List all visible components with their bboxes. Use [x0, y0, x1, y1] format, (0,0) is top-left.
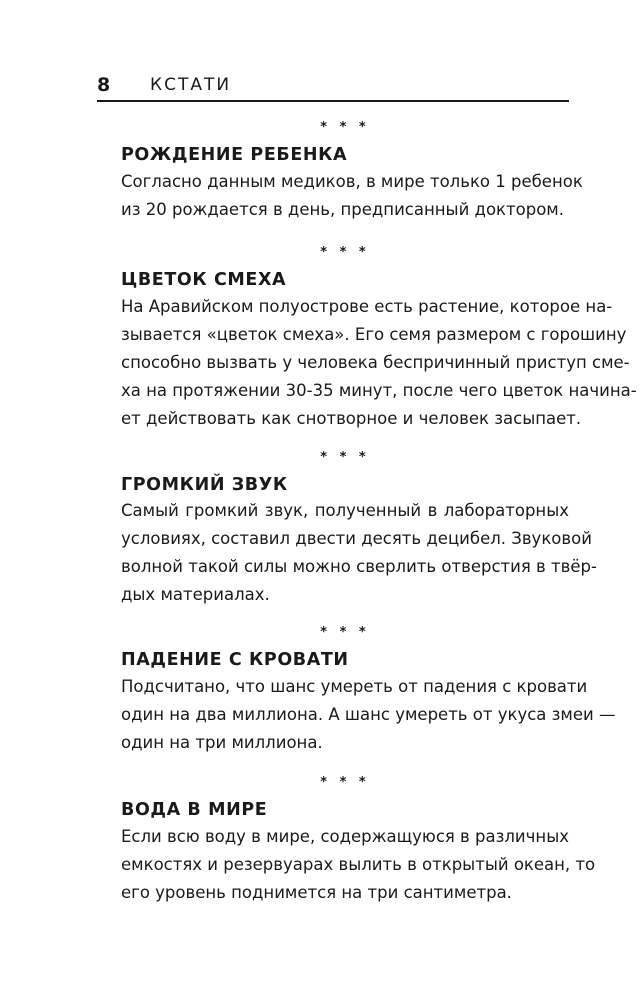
- section-heading: ЦВЕТОК СМЕХА: [121, 270, 287, 290]
- body-line: Если всю воду в мире, содержащуюся в различных: [121, 827, 569, 846]
- body-line: один на два миллиона. А шанс умереть от укуса змеи —: [121, 705, 616, 724]
- section-heading: РОЖДЕНИЕ РЕБЕНКА: [121, 145, 348, 165]
- body-line: Самый громкий звук, полученный в лабораторных: [121, 501, 569, 520]
- page-number: 8: [97, 74, 111, 96]
- section-heading: ГРОМКИЙ ЗВУК: [121, 475, 288, 495]
- body-line: из 20 рождается в день, предписанный доктором.: [121, 200, 564, 219]
- body-line: волной такой силы можно сверлить отверстия в твёр-: [121, 557, 597, 576]
- body-line: ха на протяжении 30-35 минут, после чего цветок начина-: [121, 381, 637, 400]
- section-separator: * * *: [320, 120, 370, 135]
- section-separator: * * *: [320, 775, 370, 790]
- section-separator: * * *: [320, 245, 370, 260]
- section-body: [121, 497, 597, 609]
- section-body: [121, 823, 596, 907]
- body-line: Подсчитано, что шанс умереть от падения с кровати: [121, 677, 588, 696]
- body-line: На Аравийском полуострове есть растение, которое на-: [121, 297, 613, 316]
- body-line: его уровень поднимется на три сантиметра.: [121, 883, 512, 902]
- section-heading: ВОДА В МИРЕ: [121, 800, 268, 820]
- section-body: [121, 293, 637, 433]
- body-line: дых материалах.: [121, 585, 270, 604]
- body-line: условиях, составил двести десять децибел. Звуковой: [121, 529, 592, 548]
- section-heading: ПАДЕНИЕ С КРОВАТИ: [121, 650, 349, 670]
- body-line: способно вызвать у человека беспричинный приступ сме-: [121, 353, 630, 372]
- running-title: КСТАТИ: [150, 75, 232, 95]
- section-separator: * * *: [320, 450, 370, 465]
- section-body: [121, 673, 616, 757]
- body-line: зывается «цветок смеха». Его семя размером с горошину: [121, 325, 627, 344]
- running-head: [97, 70, 569, 102]
- body-line: ет действовать как снотворное и человек засыпает.: [121, 409, 582, 428]
- body-line: Согласно данным медиков, в мире только 1 ребенок: [121, 172, 583, 191]
- body-line: один на три миллиона.: [121, 733, 323, 752]
- section-body: [121, 168, 583, 224]
- body-line: емкостях и резервуарах вылить в открытый океан, то: [121, 855, 596, 874]
- section-separator: * * *: [320, 625, 370, 640]
